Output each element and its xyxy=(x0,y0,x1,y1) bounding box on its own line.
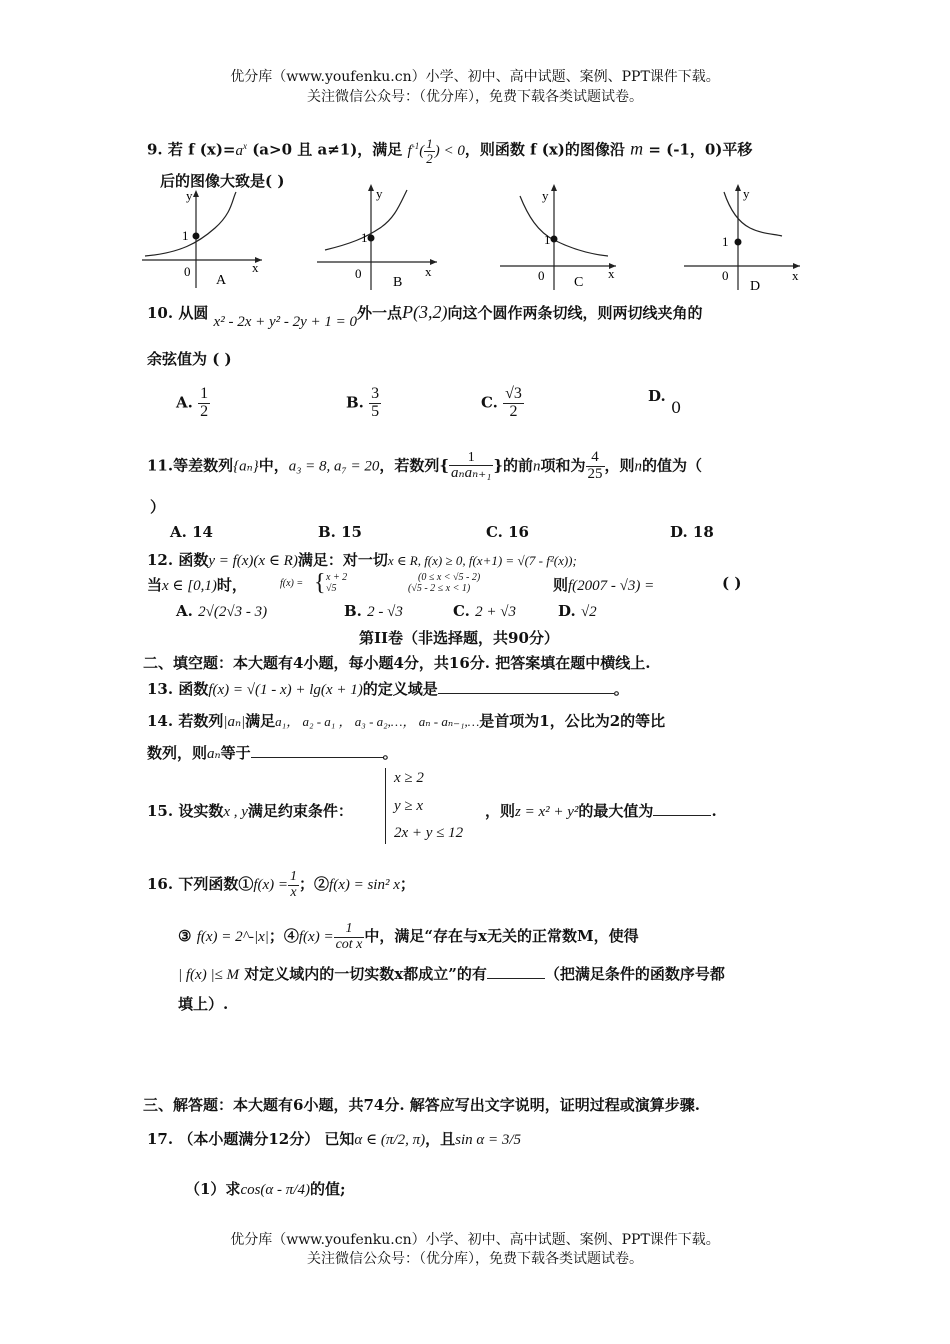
q10-text: 外一点 xyxy=(357,304,403,322)
point-marker xyxy=(735,239,742,246)
q11-option-d: D. 18 xyxy=(670,523,714,541)
question-14: 14. 若数列|aₙ|满足a₁， a₂ - a₁ ， a₃ - a₂,…， aₙ - aₙ₋₁,…是首项为1，公比为2的等比 xyxy=(147,712,666,730)
q10-text: 向这个圆作两条切线，则两切线夹角的 xyxy=(447,304,703,322)
point-marker xyxy=(368,235,375,242)
curve xyxy=(520,196,608,256)
footer-line-2: 关注微信公众号：（优分库），免费下载各类试题试卷。 xyxy=(307,1251,643,1267)
q12-option-a: A. 2√(2√3 - 3) xyxy=(176,602,268,620)
q12-paren: ( ) xyxy=(722,574,742,592)
q16-answer-blank[interactable] xyxy=(487,964,545,979)
q12-option-c: C. 2 + √3 xyxy=(453,602,516,620)
q15-constraint-3: 2x + y ≤ 12 xyxy=(394,825,464,841)
svg-text:A: A xyxy=(216,273,227,288)
part2-title: 第II卷（非选择题，共90分） xyxy=(359,629,559,647)
svg-text:1: 1 xyxy=(544,232,551,247)
svg-text:0: 0 xyxy=(722,268,729,283)
q9-text: 9. 若 f (x)= xyxy=(147,140,236,159)
q15-brace xyxy=(385,768,388,844)
q12-option-d: D. √2 xyxy=(558,602,597,620)
svg-text:x: x xyxy=(425,264,432,279)
point-marker xyxy=(193,233,200,240)
svg-text:1: 1 xyxy=(722,234,729,249)
svg-text:B: B xyxy=(393,275,403,290)
svg-text:x: x xyxy=(608,266,615,281)
question-10 xyxy=(147,302,703,330)
svg-text:1: 1 xyxy=(361,230,368,245)
q10-equation: x² - 2x + y² - 2y + 1 = 0 xyxy=(213,314,358,330)
curve xyxy=(724,192,782,236)
svg-text:x: x xyxy=(252,260,259,275)
q12-line2: 当x ∈ [0,1)时， xyxy=(147,576,247,594)
q15-answer-blank[interactable] xyxy=(653,801,711,816)
graph-b xyxy=(315,182,445,292)
q16-line2: ③ f(x) = 2^-|x|；④f(x) = $\frac{1}{\text{cot x}}$ 中，满足“存在与x无关的正常数M，使得 xyxy=(178,921,639,952)
graph-c xyxy=(498,182,620,292)
svg-text:D: D xyxy=(750,279,761,292)
q15-ask: ，则z = x² + y²的最大值为 . xyxy=(485,802,717,820)
graph-d xyxy=(682,182,804,292)
q10-text: 10. 从圆 xyxy=(147,304,214,322)
q10-option-b: B. $\frac{3}{5}$ xyxy=(346,385,380,420)
q11-option-b: B. 15 xyxy=(318,523,362,541)
q10-option-d: D. 0 xyxy=(648,387,682,417)
q10-option-c: C. $\frac{√3}{2}$ xyxy=(481,385,522,420)
q14-answer-blank[interactable] xyxy=(251,743,383,758)
section-2-heading: 二、填空题：本大题有4小题，每小题4分，共16分. 把答案填在题中横线上. xyxy=(143,654,651,672)
question-12: 12. 函数y = f(x)(x ∈ R)满足：对一切x ∈ R, f(x) ≥ 0, f(x+1) = √(7 - f²(x)); xyxy=(147,551,577,569)
svg-text:0: 0 xyxy=(184,264,191,279)
question-13: 13. 函数f(x) = √(1 - x) + lg(x + 1)的定义域是 。 xyxy=(147,680,629,698)
question-11: 11.等差数列{aₙ}中，a₃ = 8, a₇ = 20，若数列{ $\frac{1}{\text{aₙaₙ₊₁}}$ }的前n项和为 $\frac{4}{25}$ ，则n的值为（ xyxy=(147,449,703,482)
q15-constraint-2: y ≥ x xyxy=(394,798,424,814)
svg-text:y: y xyxy=(186,188,193,203)
q11-option-a: A. 14 xyxy=(170,523,213,541)
footer-line-1: 优分库（www.youfenku.cn）小学、初中、高中试题、案例、PPT课件下载。 xyxy=(230,1232,720,1248)
q17-part1: （1）求cos(α - π/4)的值; xyxy=(185,1180,346,1198)
q10-line2: 余弦值为 ( ) xyxy=(147,350,232,368)
q16-line4: 填上）. xyxy=(178,995,229,1013)
svg-text:0: 0 xyxy=(538,268,545,283)
svg-text:y: y xyxy=(542,188,549,203)
section-3-heading: 三、解答题：本大题有6小题，共74分. 解答应写出文字说明，证明过程或演算步骤. xyxy=(143,1096,700,1114)
q9-text: ，则函数 f (x)的图像沿 xyxy=(464,140,631,159)
graph-a xyxy=(140,188,270,292)
question-16: 16. 下列函数①f(x) = $\frac{1}{x}$ ；②f(x) = sin² x； xyxy=(147,869,415,900)
q10-point: P(3,2) xyxy=(402,302,448,322)
question-17: 17. （本小题满分12分） 已知α ∈ (π/2, π)，且sin α = 3/5 xyxy=(147,1130,522,1148)
q13-answer-blank[interactable] xyxy=(438,679,614,694)
header-line-1: 优分库（www.youfenku.cn）小学、初中、高中试题、案例、PPT课件下载。 xyxy=(230,69,720,85)
q10-option-a: A. $\frac{1}{2}$ xyxy=(176,385,209,420)
point-marker xyxy=(551,236,558,243)
svg-text:0: 0 xyxy=(355,266,362,281)
q9-line2: 后的图像大致是( ) xyxy=(160,172,285,190)
q11-line2: ） xyxy=(150,498,166,516)
svg-text:x: x xyxy=(792,268,799,283)
q9-text: = (-1，0)平移 xyxy=(643,140,753,159)
q12-ask: 则f(2007 - √3) = xyxy=(553,576,655,594)
q12-option-b: B. 2 - √3 xyxy=(344,602,403,620)
q11-option-c: C. 16 xyxy=(486,523,529,541)
header-line-2: 关注微信公众号：（优分库），免费下载各类试题试卷。 xyxy=(307,89,643,105)
svg-text:1: 1 xyxy=(182,228,189,243)
svg-text:y: y xyxy=(743,186,750,201)
q9-text: (a>0 且 a≠1)，满足 xyxy=(246,140,408,159)
question-15: 15. 设实数x , y满足约束条件： xyxy=(147,802,353,820)
q15-constraint-1: x ≥ 2 xyxy=(394,770,424,786)
svg-text:C: C xyxy=(574,275,584,290)
svg-text:y: y xyxy=(376,186,383,201)
q16-line3: | f(x) |≤ M 对定义域内的一切实数x都成立”的有 （把满足条件的函数序号都 xyxy=(178,965,725,983)
question-9: 9. 若 f $(x)=a^x$ (a>0 且 a≠1)，满足 $f^{-1}$( $\frac{1}{2}$ ) < 0，则函数 f (x)的图像沿 m = (-1，0)平移 xyxy=(147,136,753,166)
q14-line2: 数列，则aₙ等于 。 xyxy=(147,744,398,762)
